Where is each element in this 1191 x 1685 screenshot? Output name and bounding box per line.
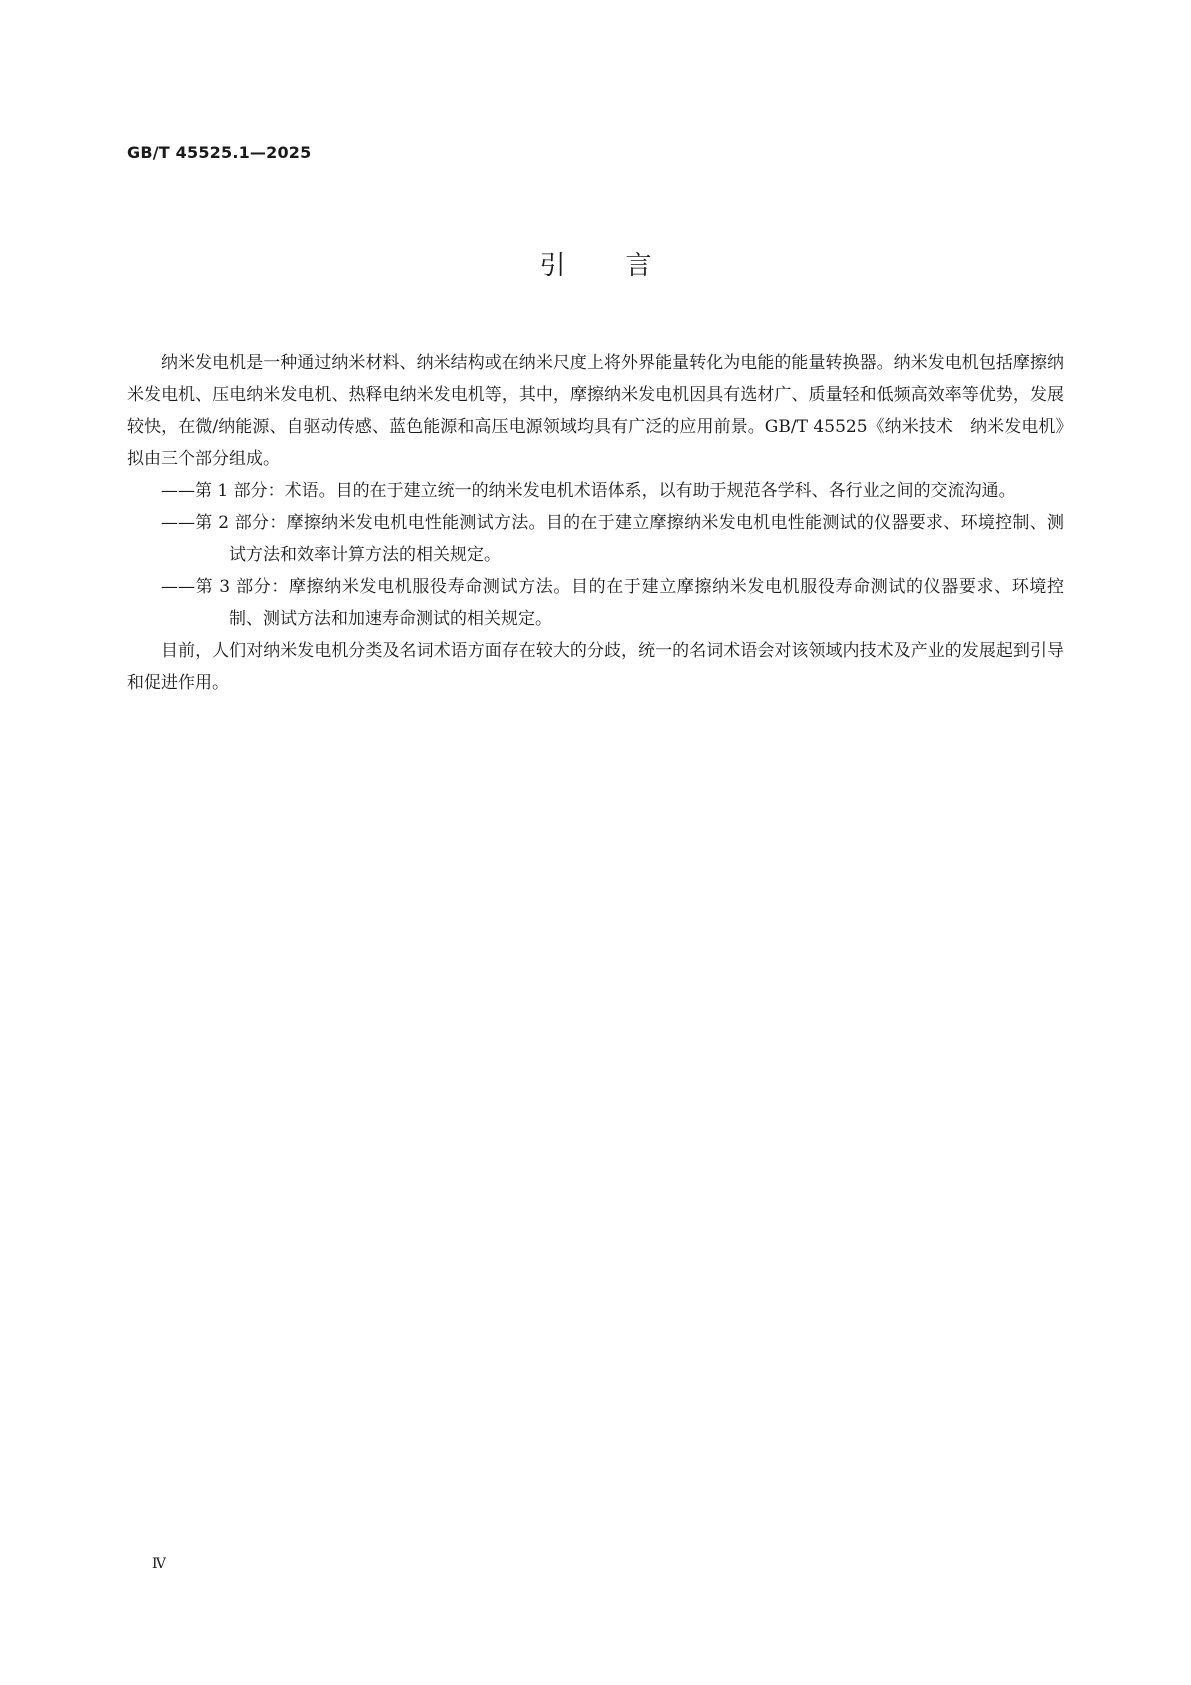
page-title: 引言	[539, 251, 712, 281]
part-3-item: ——第 3 部分：摩擦纳米发电机服役寿命测试方法。目的在于建立摩擦纳米发电机服役寿命测试的仪器要求、环境控制、测试方法和加速寿命测试的相关规定。	[161, 577, 1064, 629]
standard-code: GB/T 45525.1—2025	[127, 143, 312, 162]
part-1-item: ——第 1 部分：术语。目的在于建立统一的纳米发电机术语体系，以有助于规范各学科、各行业之间的交流沟通。	[161, 481, 1016, 501]
page-number: Ⅳ	[152, 1556, 166, 1572]
closing-paragraph: 目前，人们对纳米发电机分类及名词术语方面存在较大的分歧，统一的名词术语会对该领域内技术及产业的发展起到引导和促进作用。	[127, 641, 1064, 693]
introduction-body	[127, 347, 1064, 699]
intro-paragraph: 纳米发电机是一种通过纳米材料、纳米结构或在纳米尺度上将外界能量转化为电能的能量转换器。纳米发电机包括摩擦纳米发电机、压电纳米发电机、热释电纳米发电机等，其中，摩擦纳米发电机因具有选材广、质量轻和低频高效率等优势，发展较快，在微/纳能源、自驱动传感、蓝色能源和高压电源领域均具有广泛的应用前景。GB/T 45525《纳米技术 纳米发电机》拟由三个部分组成。	[127, 353, 1064, 469]
part-2-item: ——第 2 部分：摩擦纳米发电机电性能测试方法。目的在于建立摩擦纳米发电机电性能测试的仪器要求、环境控制、测试方法和效率计算方法的相关规定。	[161, 513, 1064, 565]
